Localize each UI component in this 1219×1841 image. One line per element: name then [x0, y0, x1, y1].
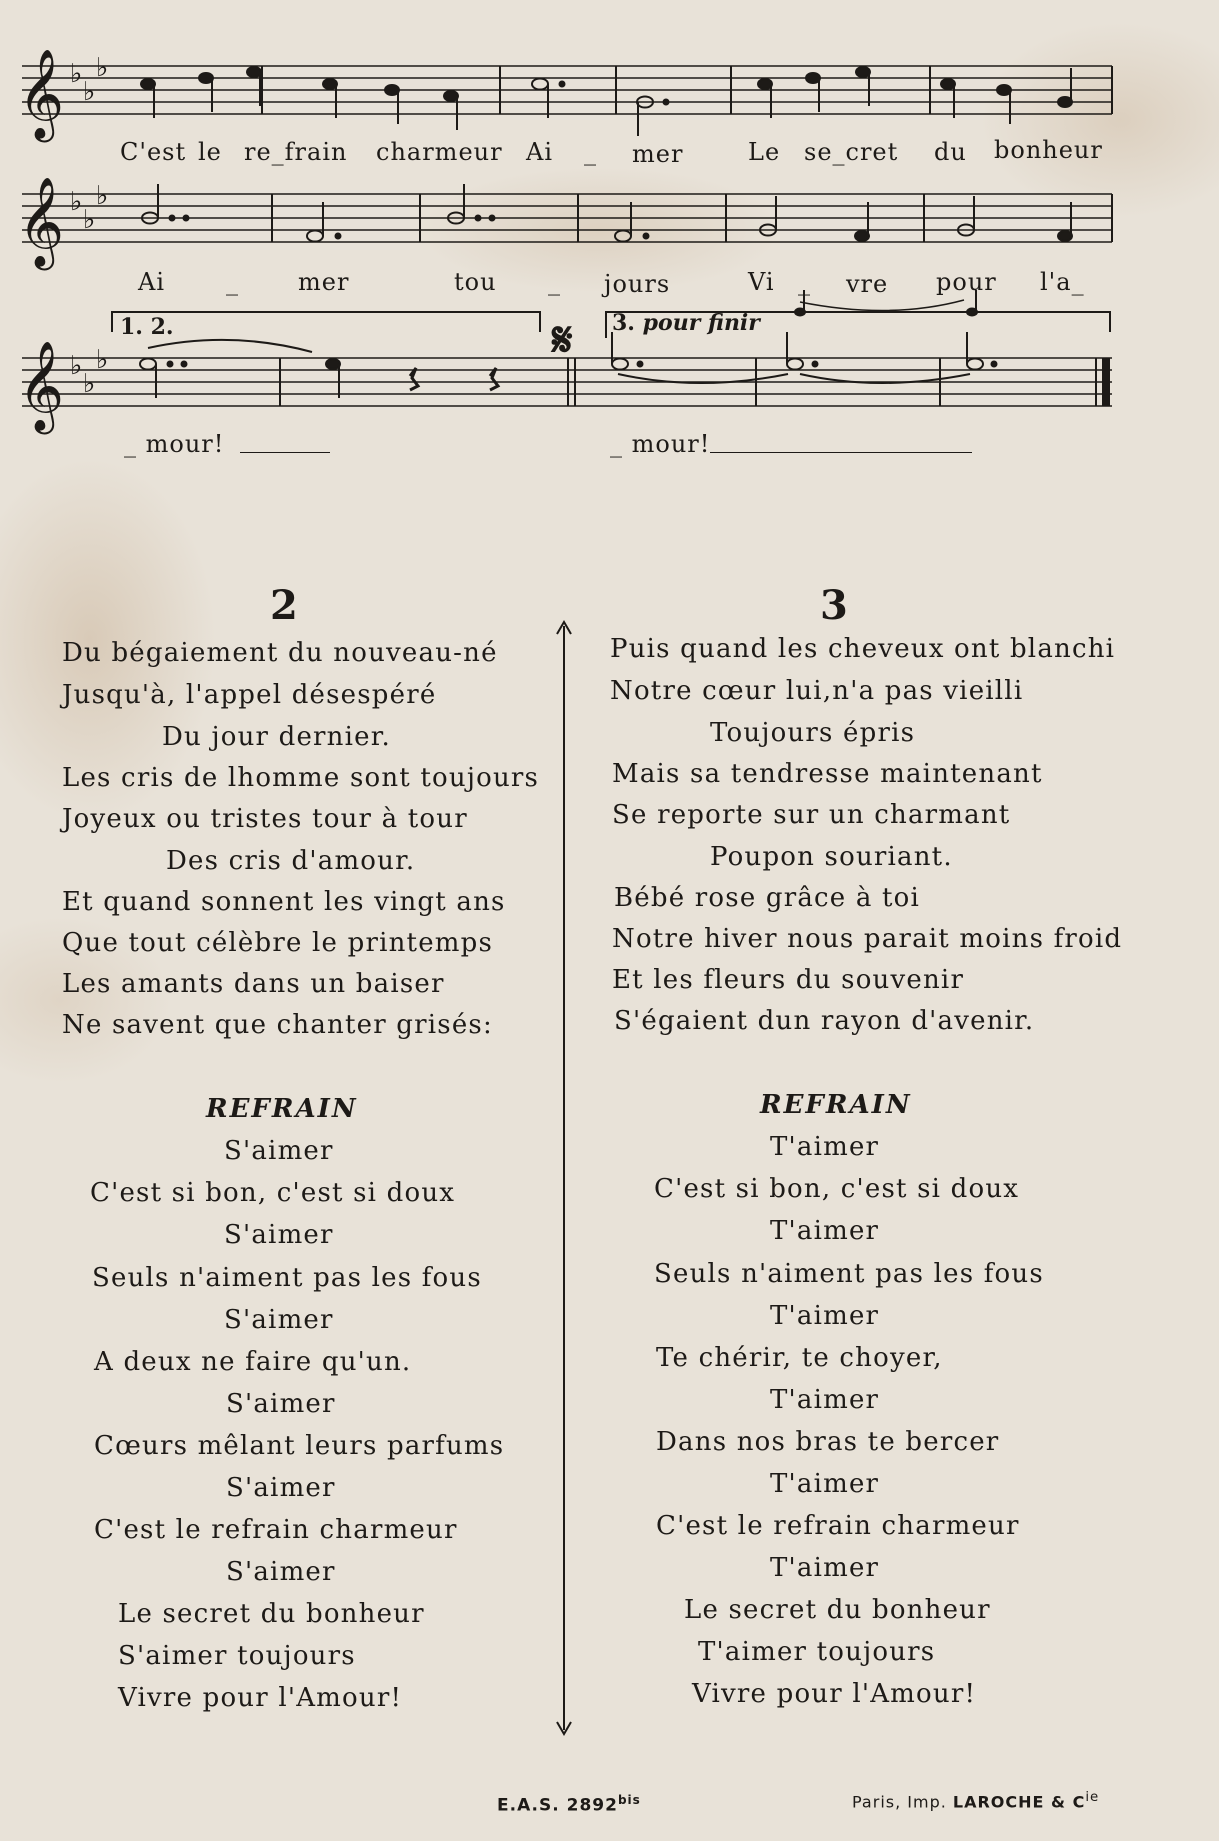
verse-line: Mais sa tendresse maintenant — [612, 759, 1043, 789]
verse-line: Jusqu'à, l'appel désespéré — [62, 680, 437, 710]
lyric-syllable: mer — [298, 268, 350, 296]
printer-credit — [852, 1790, 1099, 1811]
flat-icon: ♭ — [70, 59, 83, 89]
lyric-syllable: _ — [584, 138, 597, 166]
refrain-line: Seuls n'aiment pas les fous — [654, 1259, 1044, 1289]
flat-icon: ♭ — [96, 53, 109, 83]
flat-icon: ♭ — [83, 77, 96, 107]
lyric-syllable: tou — [454, 268, 497, 296]
verse-line: Bébé rose grâce à toi — [614, 883, 921, 913]
lyric-syllable: le — [198, 138, 222, 166]
printer-prefix: Paris, Imp. — [852, 1792, 947, 1812]
flat-icon: ♭ — [96, 181, 109, 211]
lyric-syllable: jours — [604, 270, 671, 298]
refrain-line: Te chérir, te choyer, — [656, 1343, 943, 1373]
music-score — [0, 0, 1219, 470]
flat-icon: ♭ — [70, 187, 83, 217]
refrain-title: REFRAIN — [206, 1094, 358, 1124]
verse-line: Des cris d'amour. — [166, 846, 416, 876]
extender-line — [240, 452, 330, 453]
verse-line: Puis quand les cheveux ont blanchi — [610, 634, 1116, 664]
catalog-number — [497, 1793, 641, 1816]
lyric-syllable: du — [934, 138, 967, 166]
lyric-syllable: _ — [798, 268, 811, 296]
refrain-line: A deux ne faire qu'un. — [94, 1347, 412, 1377]
lyric-syllable: vre — [846, 270, 889, 298]
verse-line: Se reporte sur un charmant — [612, 800, 1011, 830]
lyric-syllable: Ai — [138, 268, 166, 296]
refrain-line: T'aimer — [770, 1385, 880, 1415]
lyric-syllable: Vi — [748, 268, 775, 296]
treble-clef-icon: 𝄞 — [18, 49, 65, 139]
refrain-line: S'aimer — [226, 1557, 336, 1587]
ending-1-2-label: 1. 2. — [120, 314, 174, 340]
ending-3-text: pour finir — [642, 310, 760, 336]
verse-number: 2 — [270, 582, 298, 629]
quarter-rest-icon — [490, 368, 498, 390]
refrain-line: S'aimer — [224, 1220, 334, 1250]
refrain-line: S'aimer — [224, 1305, 334, 1335]
extender-line — [710, 452, 972, 453]
treble-clef-icon: 𝄞 — [18, 341, 65, 431]
verse-line: Et quand sonnent les vingt ans — [62, 887, 506, 917]
lyric-syllable: charmeur — [376, 138, 503, 166]
verse-line: Joyeux ou tristes tour à tour — [62, 804, 468, 834]
staff-system-2 — [18, 177, 1112, 271]
verse-line: Notre cœur lui,n'a pas vieilli — [610, 676, 1024, 706]
refrain-line: S'aimer — [224, 1136, 334, 1166]
lyric-syllable: _ — [226, 268, 239, 296]
verse-line: Toujours épris — [710, 718, 916, 748]
refrain-line: Dans nos bras te bercer — [656, 1427, 1000, 1457]
lyric-syllable: Ai — [526, 138, 554, 166]
verse-line: Les amants dans un baiser — [62, 969, 445, 999]
refrain-line: C'est le refrain charmeur — [656, 1511, 1020, 1541]
flat-icon: ♭ — [83, 205, 96, 235]
verse-line: Et les fleurs du souvenir — [612, 965, 965, 995]
column-divider — [552, 620, 576, 1736]
lyric-syllable: l'a_ — [1040, 268, 1085, 296]
lyric-syllable: pour — [936, 268, 997, 296]
staff-system-1 — [18, 49, 1112, 143]
refrain-title: REFRAIN — [760, 1090, 912, 1120]
refrain-line: Vivre pour l'Amour! — [118, 1683, 403, 1713]
lyric-syllable: _ mour! — [610, 430, 711, 458]
catalog-number-text: E.A.S. 2892 — [497, 1795, 618, 1816]
refrain-line: Le secret du bonheur — [684, 1595, 991, 1625]
treble-clef-icon: 𝄞 — [18, 177, 65, 267]
refrain-line: S'aimer — [226, 1389, 336, 1419]
quarter-rest-icon — [410, 368, 418, 390]
catalog-suffix: bis — [617, 1793, 641, 1807]
lyric-syllable: mer — [632, 140, 684, 168]
refrain-line: T'aimer toujours — [698, 1637, 936, 1667]
refrain-line: T'aimer — [770, 1553, 880, 1583]
printer-name: LAROCHE & C — [952, 1792, 1086, 1812]
verse-line: Les cris de lhomme sont toujours — [62, 763, 540, 793]
flat-icon: ♭ — [70, 351, 83, 381]
refrain-line: C'est si bon, c'est si doux — [654, 1174, 1020, 1204]
refrain-line: T'aimer — [770, 1301, 880, 1331]
segno-icon: 𝄋 — [552, 312, 573, 368]
ending-3-label — [612, 310, 760, 336]
lyric-syllable: C'est — [120, 138, 187, 166]
refrain-line: Cœurs mêlant leurs parfums — [94, 1431, 505, 1461]
verse-line: Du bégaiement du nouveau-né — [62, 638, 498, 668]
refrain-line: Le secret du bonheur — [118, 1599, 425, 1629]
verse-line: Que tout célèbre le printemps — [62, 928, 494, 958]
lyric-syllable: se_cret — [804, 138, 899, 166]
verse-line: Notre hiver nous parait moins froid — [612, 924, 1123, 954]
refrain-line: T'aimer — [770, 1132, 880, 1162]
verse-line: Du jour dernier. — [162, 722, 391, 752]
refrain-line: C'est le refrain charmeur — [94, 1515, 458, 1545]
lyric-syllable: re_frain — [244, 138, 348, 166]
refrain-line: S'aimer toujours — [118, 1641, 356, 1671]
verse-number: 3 — [820, 582, 848, 629]
refrain-line: T'aimer — [770, 1216, 880, 1246]
verse-line: Ne savent que chanter grisés: — [62, 1010, 493, 1040]
refrain-line: S'aimer — [226, 1473, 336, 1503]
ending-bracket-1-2 — [112, 312, 540, 332]
refrain-line: C'est si bon, c'est si doux — [90, 1178, 456, 1208]
lyric-syllable: bonheur — [994, 136, 1103, 164]
refrain-line: Vivre pour l'Amour! — [692, 1679, 977, 1709]
lyric-syllable: _ mour! — [124, 430, 225, 458]
flat-icon: ♭ — [96, 345, 109, 375]
verse-line: Poupon souriant. — [710, 842, 953, 872]
refrain-line: T'aimer — [770, 1469, 880, 1499]
flat-icon: ♭ — [83, 369, 96, 399]
lyric-syllable: _ — [548, 268, 561, 296]
ending-3-number: 3. — [612, 310, 635, 336]
printer-suffix: ie — [1085, 1790, 1100, 1805]
verse-line: S'égaient dun rayon d'avenir. — [614, 1006, 1035, 1036]
refrain-line: Seuls n'aiment pas les fous — [92, 1263, 482, 1293]
lyric-syllable: Le — [748, 138, 781, 166]
